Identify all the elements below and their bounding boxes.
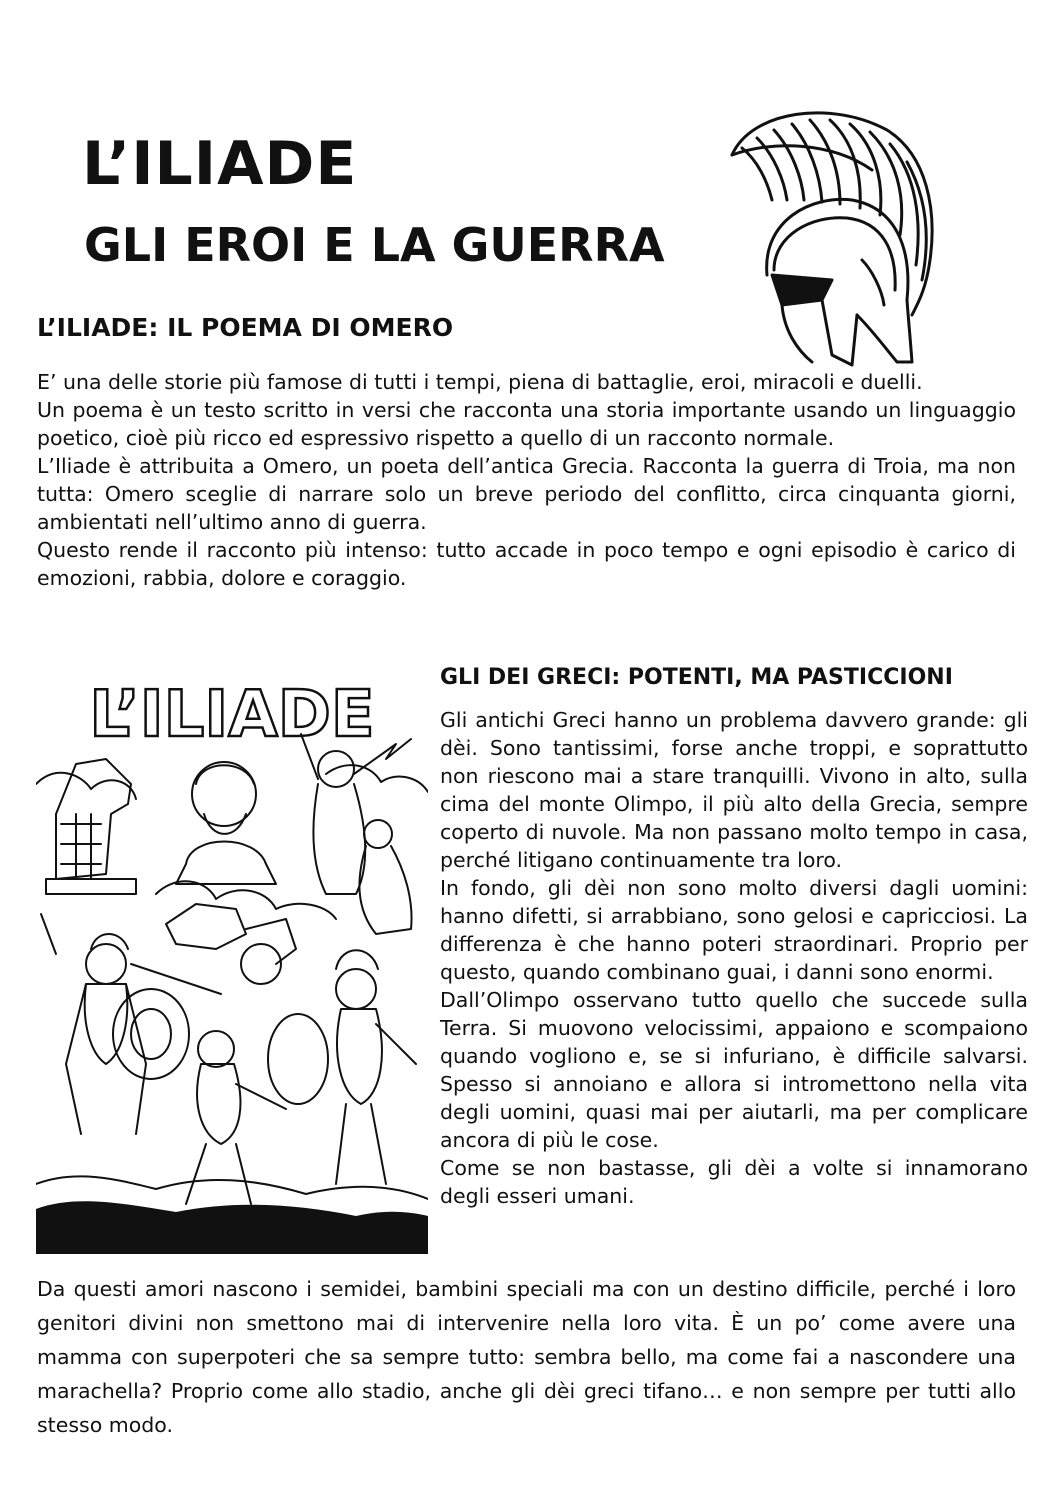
gods-paragraph: Gli antichi Greci hanno un problema davvero grande: gli dèi. Sono tantissimi, forse anche troppi, e soprattutto non riescono mai a stare tranquilli. Vivono in alto, sulla cima del monte Olimpo, il più alto della Grecia, sempre coperto di nuvole. Ma non passano molto tempo in casa, perché litigano continuamente tra loro. [440, 708, 1028, 872]
closing-text [37, 1272, 1016, 1442]
gods-text [440, 706, 1028, 1210]
section-heading-dei: GLI DEI GRECI: POTENTI, MA PASTICCIONI [440, 665, 953, 690]
intro-paragraph: L’Iliade è attribuita a Omero, un poeta dell’antica Grecia. Racconta la guerra di Troia, ma non tutta: Omero sceglie di narrare solo un breve periodo del conflitto, circa cinquanta giorni, ambientati nell’ultimo anno di guerra. [37, 454, 1016, 534]
intro-paragraph: Un poema è un testo scritto in versi che racconta una storia importante usando un linguaggio poetico, cioè più ricco ed espressivo rispetto a quello di un racconto normale. [37, 398, 1016, 450]
intro-paragraph: Questo rende il racconto più intenso: tutto accade in poco tempo e ogni episodio è carico di emozioni, rabbia, dolore e coraggio. [37, 538, 1016, 590]
section-heading-poema: L’ILIADE: IL POEMA DI OMERO [37, 313, 454, 342]
closing-paragraph: Da questi amori nascono i semidei, bambini speciali ma con un destino difficile, perché i loro genitori divini non smettono mai di intervenire nella loro vita. È un po’ come avere una mamma con superpoteri che sa sempre tutto: sembra bello, ma come fai a nascondere una marachella? Proprio come allo stadio, anche gli dèi greci tifano… e non sempre per tutti allo stesso modo. [37, 1277, 1016, 1437]
gods-paragraph: Dall’Olimpo osservano tutto quello che succede sulla Terra. Si muovono velocissimi, appaiono e scompaiono quando vogliono e, se si infuriano, è difficile salvarsi. Spesso si annoiano e allora si intromettono nella vita degli uomini, quasi mai per aiutarli, ma per complicare ancora di più le cose. [440, 988, 1028, 1152]
intro-paragraph: E’ una delle storie più famose di tutti i tempi, piena di battaglie, eroi, miracoli e duelli. [37, 370, 923, 394]
gods-paragraph: Come se non bastasse, gli dèi a volte si innamorano degli esseri umani. [440, 1156, 1028, 1208]
spartan-helmet-illustration [712, 100, 944, 370]
page-title: L’ILIADE [82, 129, 358, 199]
illustration-title: L’ILIADE [89, 678, 375, 752]
intro-text [37, 368, 1016, 592]
gods-paragraph: In fondo, gli dèi non sono molto diversi dagli uomini: hanno difetti, si arrabbiano, sono gelosi e capricciosi. La differenza è che hanno poteri straordinari. Proprio per questo, quando combinano guai, i danni sono enormi. [440, 876, 1028, 984]
page-subtitle: GLI EROI E LA GUERRA [84, 218, 665, 272]
iliad-battle-illustration [36, 664, 428, 1254]
